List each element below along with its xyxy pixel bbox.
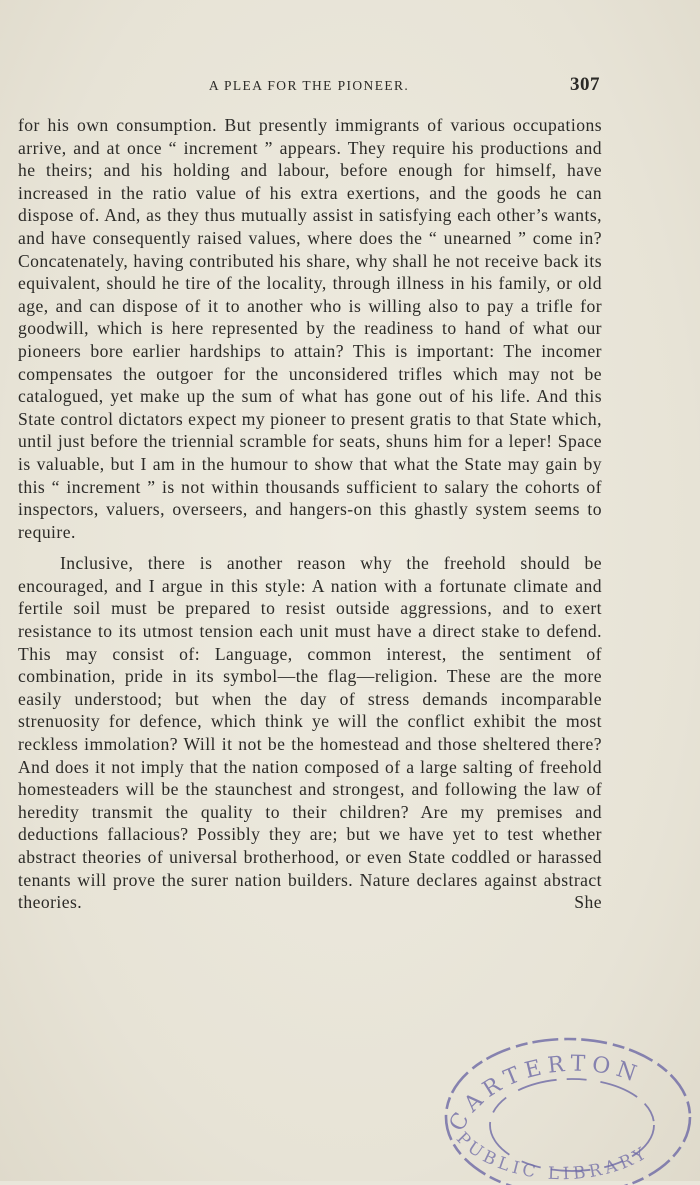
body-text bbox=[18, 114, 602, 914]
paragraph-2: Inclusive, there is another reason why the freehold should be encouraged, and I argue in this style: A nation with a fortunate climate and fertile soil must be prepared to resist outside aggressions, and to exert resistance to its utmost tension each unit must have a direct stake to defend. This may consist of: Language, common interest, the sentiment of combination, pride in its symbol—the flag—religion. These are the more easily understood; but when the day of stress demands incomparable strenuosity for defence, which think ye will the conflict exhibit the most reckless immolation? Will it not be the homestead and those sheltered there? And does it not imply that the nation composed of a large salting of freehold homesteaders will be the staunchest and strongest, and following the law of heredity transmit the quality to their children? Are my premises and deductions fallacious? Possibly they are; but we have yet to test whether abstract theories of universal brotherhood, or even State coddled or harassed tenants will prove the surer nation builders. Nature declares against abstract theories. She bbox=[18, 553, 602, 913]
library-stamp bbox=[422, 1013, 700, 1185]
page-header bbox=[18, 74, 600, 100]
running-head: A PLEA FOR THE PIONEER. bbox=[208, 78, 410, 93]
stamp-bottom-text: PUBLIC LIBRARY bbox=[452, 1128, 653, 1185]
stamp-top-text: CARTERTON bbox=[444, 1051, 646, 1136]
page-number: 307 bbox=[570, 74, 600, 95]
paragraph-1: for his own consumption. But presently immigrants of various occupations arrive, and at once “ increment ” appears. They require his productions and he theirs; and his holding and labour, before enough for himself, have increased in the ratio value of his extra exertions, and the goods he can dispose of. And, as they thus mutually assist in satisfying each other’s wants, and have consequently raised values, where does the “ unearned ” come in? Concatenately, having contributed his share, why shall he not receive back its equivalent, should he tire of the locality, through illness in his family, or old age, and can dispose of it to another who is willing also to pay a trifle for goodwill, which is here represented by the readiness to hand of what our pioneers bore earlier hardships to attain? This is important: The incomer compensates the outgoer for the unconsidered trifles which may not be catalogued, yet make up the sum of what has gone out of his life. And this State control dictators expect my pioneer to present gratis to that State which, until just before the triennial scramble for seats, shuns him for a leper! Space is valuable, but I am in the humour to show that what the State may gain by this “ increment ” is not within thousands sufficient to salary the cohorts of inspectors, valuers, overseers, and hangers-on this ghastly system seems to require. bbox=[18, 115, 602, 542]
